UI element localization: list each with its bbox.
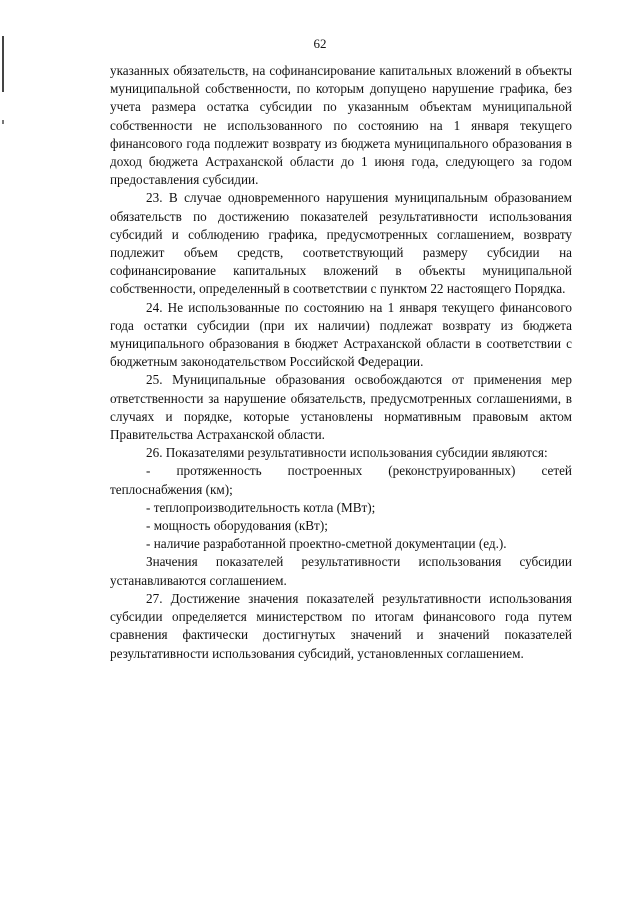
- list-item-network-length: - протяженность построенных (реконструированных) сетей теплоснабжения (км);: [110, 463, 572, 497]
- scan-edge-mark: [2, 120, 4, 124]
- paragraph-26: 26. Показателями результативности использования субсидии являются:: [146, 445, 548, 461]
- list-item-equipment-power: - мощность оборудования (кВт);: [146, 518, 328, 534]
- list-item-boiler-capacity: - теплопроизводительность котла (МВт);: [146, 499, 376, 515]
- document-body: [110, 62, 572, 663]
- paragraph-24: 24. Не использованные по состоянию на 1 января текущего финансового года остатки субсидии (при их наличии) подлежат возврату из бюджета муниципального образования в бюджет Астраханской области в соответствии с бюджетным законодательством Российской Федерации.: [110, 299, 572, 370]
- list-item-design-documentation: - наличие разработанной проектно-сметной документации (ед.).: [146, 536, 507, 552]
- paragraph-27: 27. Достижение значения показателей результативности использования субсидии определяется министерством по итогам финансового года путем сравнения фактически достигнутых значений и значений показателей результативности использования субсидий, установленных соглашением.: [110, 590, 572, 661]
- paragraph-continuation: указанных обязательств, на софинансирование капитальных вложений в объекты муниципальной собственности, по которым допущено нарушение графика, без учета размера остатка субсидии по указанным объектам муниципальной собственности не использованного по состоянию на 1 января текущего финансового года подлежит возврату из бюджета муниципального образования в доход бюджета Астраханской области до 1 июня года, следующего за годом предоставления субсидии.: [110, 63, 572, 188]
- paragraph-25: 25. Муниципальные образования освобождаются от применения мер ответственности за нарушение обязательств, предусмотренных соглашениями, в случаях и порядке, которые установлены нормативным правовым актом Правительства Астраханской области.: [110, 372, 572, 443]
- paragraph-23: 23. В случае одновременного нарушения муниципальным образованием обязательств по достижению показателей результативности использования субсидий и соблюдению графика, предусмотренных соглашением, возврату подлежит объем средств, соответствующий размеру субсидии на софинансирование капитальных вложений в объекты муниципальной собственности, определенный в соответствии с пунктом 22 настоящего Порядка.: [110, 190, 572, 297]
- page-number: 62: [313, 36, 327, 51]
- paragraph-indicator-values: Значения показателей результативности использования субсидии устанавливаются соглашением.: [110, 554, 572, 588]
